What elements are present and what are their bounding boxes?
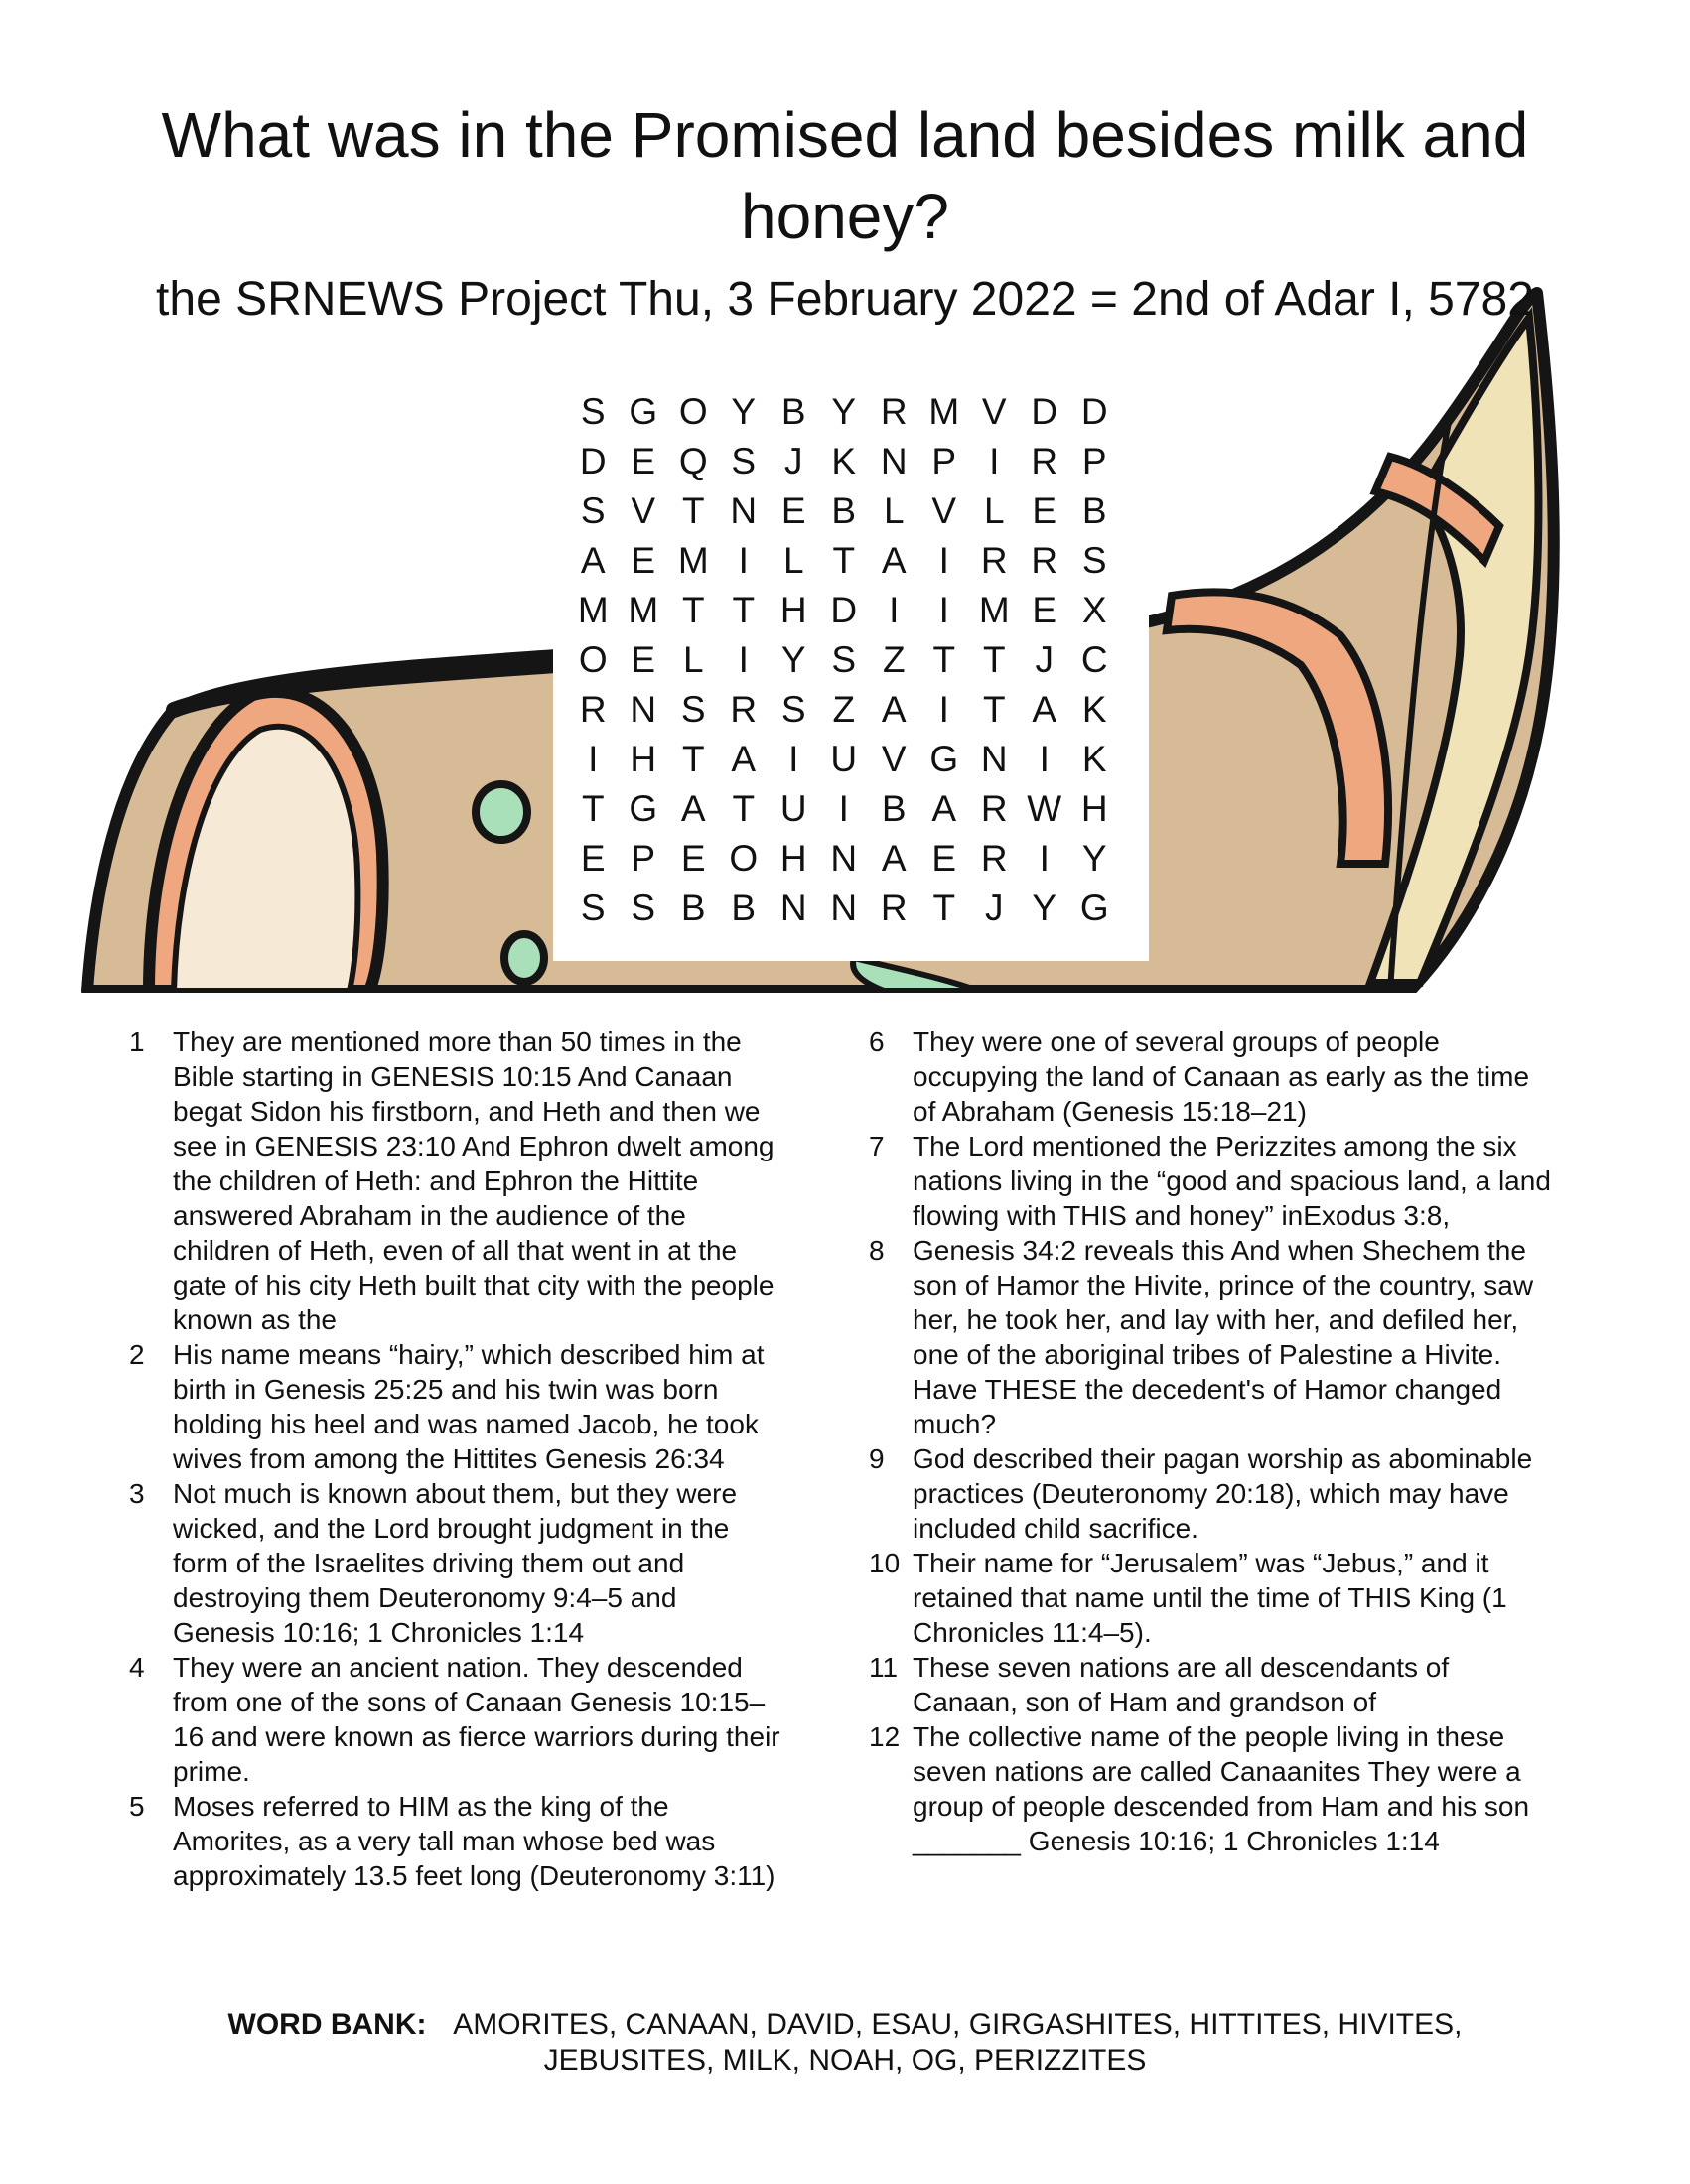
grid-letter: M — [928, 391, 960, 432]
grid-letter: I — [1039, 739, 1050, 779]
clue-number: 11 — [869, 1652, 899, 1683]
clue-item — [129, 1337, 784, 1476]
grid-letter: X — [1081, 590, 1107, 630]
clue-column-left — [129, 1024, 784, 1893]
grid-letter: B — [680, 887, 706, 928]
grid-letter: G — [1079, 887, 1109, 928]
clue-item — [129, 1789, 784, 1893]
grid-letter: O — [729, 838, 759, 879]
clue-text: Genesis 34:2 reveals this And when Shechem the son of Hamor the Hivite, prince of the country, saw her, he took her, and lay with her, and defiled her, one of the aboriginal tribes of Palestine a Hivite. Have THESE the decedent's of Hamor changed much? — [913, 1235, 1534, 1439]
grid-letter: I — [588, 739, 599, 779]
grid-letter: I — [838, 788, 849, 829]
grid-letter: I — [788, 739, 799, 779]
page-subtitle: the SRNEWS Project Thu, 3 February 2022 = 2nd of Adar I, 5782 — [156, 273, 1534, 326]
grid-letter: Y — [731, 391, 757, 432]
grid-letter: G — [929, 739, 959, 779]
grid-letter: R — [1031, 540, 1058, 581]
grid-letter: E — [631, 441, 656, 481]
grid-letter: A — [881, 689, 907, 730]
grid-letter: H — [630, 739, 657, 779]
grid-letter: T — [982, 639, 1006, 680]
grid-letter: A — [931, 788, 957, 829]
grid-letter: T — [681, 739, 705, 779]
clue-item — [129, 1476, 784, 1650]
grid-letter: T — [681, 590, 705, 630]
grid-letter: C — [1080, 639, 1108, 680]
grid-letter: L — [682, 639, 704, 680]
grid-letter: T — [732, 590, 756, 630]
word-bank-words: AMORITES, CANAAN, DAVID, ESAU, GIRGASHITES, HITTITES, HIVITES, JEBUSITES, MILK, NOAH, OG, PERIZZITES — [453, 2008, 1463, 2077]
grid-letter: I — [989, 441, 1000, 481]
grid-letter: S — [631, 887, 656, 928]
grid-letter: S — [680, 689, 706, 730]
grid-letter: G — [629, 788, 658, 829]
clue-number: 4 — [129, 1652, 145, 1683]
clue-item — [869, 1650, 1554, 1719]
grid-letter: M — [978, 590, 1010, 630]
clue-text: They are mentioned more than 50 times in the Bible starting in GENESIS 10:15 And Canaan begat Sidon his firstborn, and Heth and then we see in GENESIS 23:10 And Ephron dwelt among the children of Heth: and Ephron the Hittite answered Abraham in the audience of the children of Heth, even of all that went in at the gate of his city Heth built that city with the people known as the — [173, 1026, 775, 1335]
grid-letter: K — [1081, 689, 1107, 730]
clue-number: 6 — [869, 1026, 885, 1057]
grid-letter: V — [881, 739, 907, 779]
grid-letter: B — [881, 788, 907, 829]
clue-number: 1 — [129, 1026, 145, 1057]
grid-letter: B — [831, 490, 857, 531]
grid-letter: E — [1032, 590, 1057, 630]
grid-letter: V — [981, 391, 1007, 432]
grid-letter: N — [730, 490, 758, 531]
grid-letter: E — [631, 639, 656, 680]
grid-letter: P — [1081, 441, 1107, 481]
grid-letter: T — [832, 540, 856, 581]
grid-letter: E — [931, 838, 957, 879]
clue-column-right — [869, 1024, 1554, 1858]
grid-letter: Y — [831, 391, 857, 432]
grid-letter: D — [1031, 391, 1058, 432]
clue-text: Their name for “Jerusalem” was “Jebus,” and it retained that name until the time of THIS King (1 Chronicles 11:4–5). — [913, 1548, 1507, 1648]
grid-letter: B — [780, 391, 806, 432]
grid-letter: V — [631, 490, 656, 531]
grid-letter: I — [938, 540, 949, 581]
grid-letter: L — [883, 490, 905, 531]
grid-letter: R — [579, 689, 607, 730]
clue-number: 2 — [129, 1339, 145, 1370]
clue-text: They were an ancient nation. They descended from one of the sons of Canaan Genesis 10:15–16 and were known as fierce warriors during their prime. — [173, 1652, 780, 1787]
grid-letter: Z — [832, 689, 856, 730]
grid-letter: K — [831, 441, 857, 481]
clue-number: 7 — [869, 1131, 885, 1161]
grid-letter: I — [738, 540, 749, 581]
grid-letter: I — [889, 590, 900, 630]
grid-letter: S — [580, 391, 606, 432]
grid-letter: E — [580, 838, 606, 879]
grid-letter: P — [931, 441, 957, 481]
clue-number: 12 — [869, 1721, 901, 1752]
grid-letter: S — [731, 441, 757, 481]
grid-letter: B — [1081, 490, 1107, 531]
clue-number: 9 — [869, 1443, 885, 1474]
clue-item — [869, 1719, 1554, 1858]
clue-text: They were one of several groups of people occupying the land of Canaan as early as the time of Abraham (Genesis 15:18–21) — [913, 1026, 1530, 1127]
word-bank — [149, 2007, 1541, 2079]
grid-letter: T — [982, 689, 1006, 730]
clue-text: The Lord mentioned the Perizzites among the six nations living in the “good and spacious land, a land flowing with THIS and honey” inExodus 3:8, — [913, 1131, 1551, 1231]
grid-letter: A — [580, 540, 606, 581]
green-ring-1 — [476, 784, 527, 840]
grid-letter: R — [880, 887, 908, 928]
grid-letter: S — [831, 639, 857, 680]
grid-letter: U — [779, 788, 807, 829]
grid-letter: I — [938, 689, 949, 730]
grid-letter: R — [730, 689, 758, 730]
grid-letter: Z — [882, 639, 906, 680]
grid-letter: M — [577, 590, 609, 630]
grid-letter: E — [631, 540, 656, 581]
clue-item — [129, 1650, 784, 1789]
page-title: What was in the Promised land besides milk and honey? — [161, 99, 1529, 252]
grid-letter: S — [580, 490, 606, 531]
grid-letter: M — [628, 590, 659, 630]
word-search-grid — [568, 387, 1120, 933]
grid-letter: H — [779, 590, 807, 630]
clue-text: The collective name of the people living in these seven nations are called Canaanites They were a group of people descended from Ham and his son _______ Genesis 10:16; 1 Chronicles 1:14 — [913, 1721, 1530, 1856]
grid-letter: B — [731, 887, 757, 928]
grid-letter: N — [830, 887, 858, 928]
word-bank-label: WORD BANK: — [227, 2008, 427, 2041]
grid-letter: L — [983, 490, 1005, 531]
grid-letter: S — [580, 887, 606, 928]
grid-letter: Y — [1081, 838, 1107, 879]
grid-letter: A — [680, 788, 706, 829]
grid-letter: R — [980, 540, 1008, 581]
grid-letter: H — [1080, 788, 1108, 829]
grid-letter: N — [630, 689, 657, 730]
grid-letter: E — [780, 490, 806, 531]
grid-letter: N — [830, 838, 858, 879]
grid-letter: I — [1039, 838, 1050, 879]
grid-letter: U — [830, 739, 858, 779]
grid-letter: A — [731, 739, 757, 779]
grid-letter: R — [980, 838, 1008, 879]
clue-number: 3 — [129, 1478, 145, 1509]
grid-letter: N — [779, 887, 807, 928]
grid-letter: P — [631, 838, 656, 879]
clue-text: Moses referred to HIM as the king of the Amorites, as a very tall man whose bed was approximately 13.5 feet long (Deuteronomy 3:11) — [173, 1791, 775, 1891]
grid-letter: A — [881, 540, 907, 581]
grid-letter: E — [1032, 490, 1057, 531]
clue-item — [869, 1024, 1554, 1129]
grid-letter: I — [738, 639, 749, 680]
grid-letter: D — [579, 441, 607, 481]
grid-letter: Q — [678, 441, 708, 481]
clue-item — [869, 1233, 1554, 1441]
green-ring-2 — [504, 934, 544, 982]
grid-letter: V — [931, 490, 957, 531]
grid-letter: H — [779, 838, 807, 879]
grid-letter: R — [980, 788, 1008, 829]
grid-letter: T — [932, 887, 956, 928]
grid-letter: K — [1081, 739, 1107, 779]
grid-letter: I — [938, 590, 949, 630]
grid-letter: M — [677, 540, 709, 581]
grid-letter: D — [830, 590, 858, 630]
grid-letter: J — [985, 887, 1004, 928]
clue-number: 5 — [129, 1791, 145, 1822]
grid-letter: J — [1035, 639, 1054, 680]
grid-letter: A — [1032, 689, 1057, 730]
grid-letter: Y — [780, 639, 806, 680]
grid-letter: T — [681, 490, 705, 531]
clue-number: 10 — [869, 1548, 901, 1578]
grid-letter: A — [881, 838, 907, 879]
grid-letter: G — [629, 391, 658, 432]
grid-letter: T — [581, 788, 605, 829]
clue-item — [129, 1024, 784, 1337]
grid-letter: O — [678, 391, 708, 432]
grid-letter: L — [782, 540, 804, 581]
grid-letter: T — [732, 788, 756, 829]
grid-letter: N — [980, 739, 1008, 779]
clue-text: These seven nations are all descendants of Canaan, son of Ham and grandson of — [913, 1652, 1450, 1717]
grid-letter: R — [1031, 441, 1058, 481]
clue-text: God described their pagan worship as abominable practices (Deuteronomy 20:18), which may have included child sacrifice. — [913, 1443, 1533, 1544]
grid-letter: N — [880, 441, 908, 481]
grid-letter: T — [932, 639, 956, 680]
grid-letter: E — [680, 838, 706, 879]
grid-letter: S — [1081, 540, 1107, 581]
grid-letter: D — [1080, 391, 1108, 432]
grid-letter: J — [784, 441, 803, 481]
grid-letter: S — [780, 689, 806, 730]
clue-item — [869, 1546, 1554, 1650]
clue-number: 8 — [869, 1235, 885, 1266]
grid-letter: W — [1027, 788, 1062, 829]
grid-letter: O — [578, 639, 608, 680]
clue-text: His name means “hairy,” which described him at birth in Genesis 25:25 and his twin was born holding his heel and was named Jacob, he took wives from among the Hittites Genesis 26:34 — [173, 1339, 765, 1474]
grid-letter: R — [880, 391, 908, 432]
clue-item — [869, 1441, 1554, 1546]
grid-letter: Y — [1032, 887, 1057, 928]
clue-text: Not much is known about them, but they were wicked, and the Lord brought judgment in the form of the Israelites driving them out and destroying them Deuteronomy 9:4–5 and Genesis 10:16; 1 Chronicles 1:14 — [173, 1478, 738, 1648]
clue-item — [869, 1129, 1554, 1233]
